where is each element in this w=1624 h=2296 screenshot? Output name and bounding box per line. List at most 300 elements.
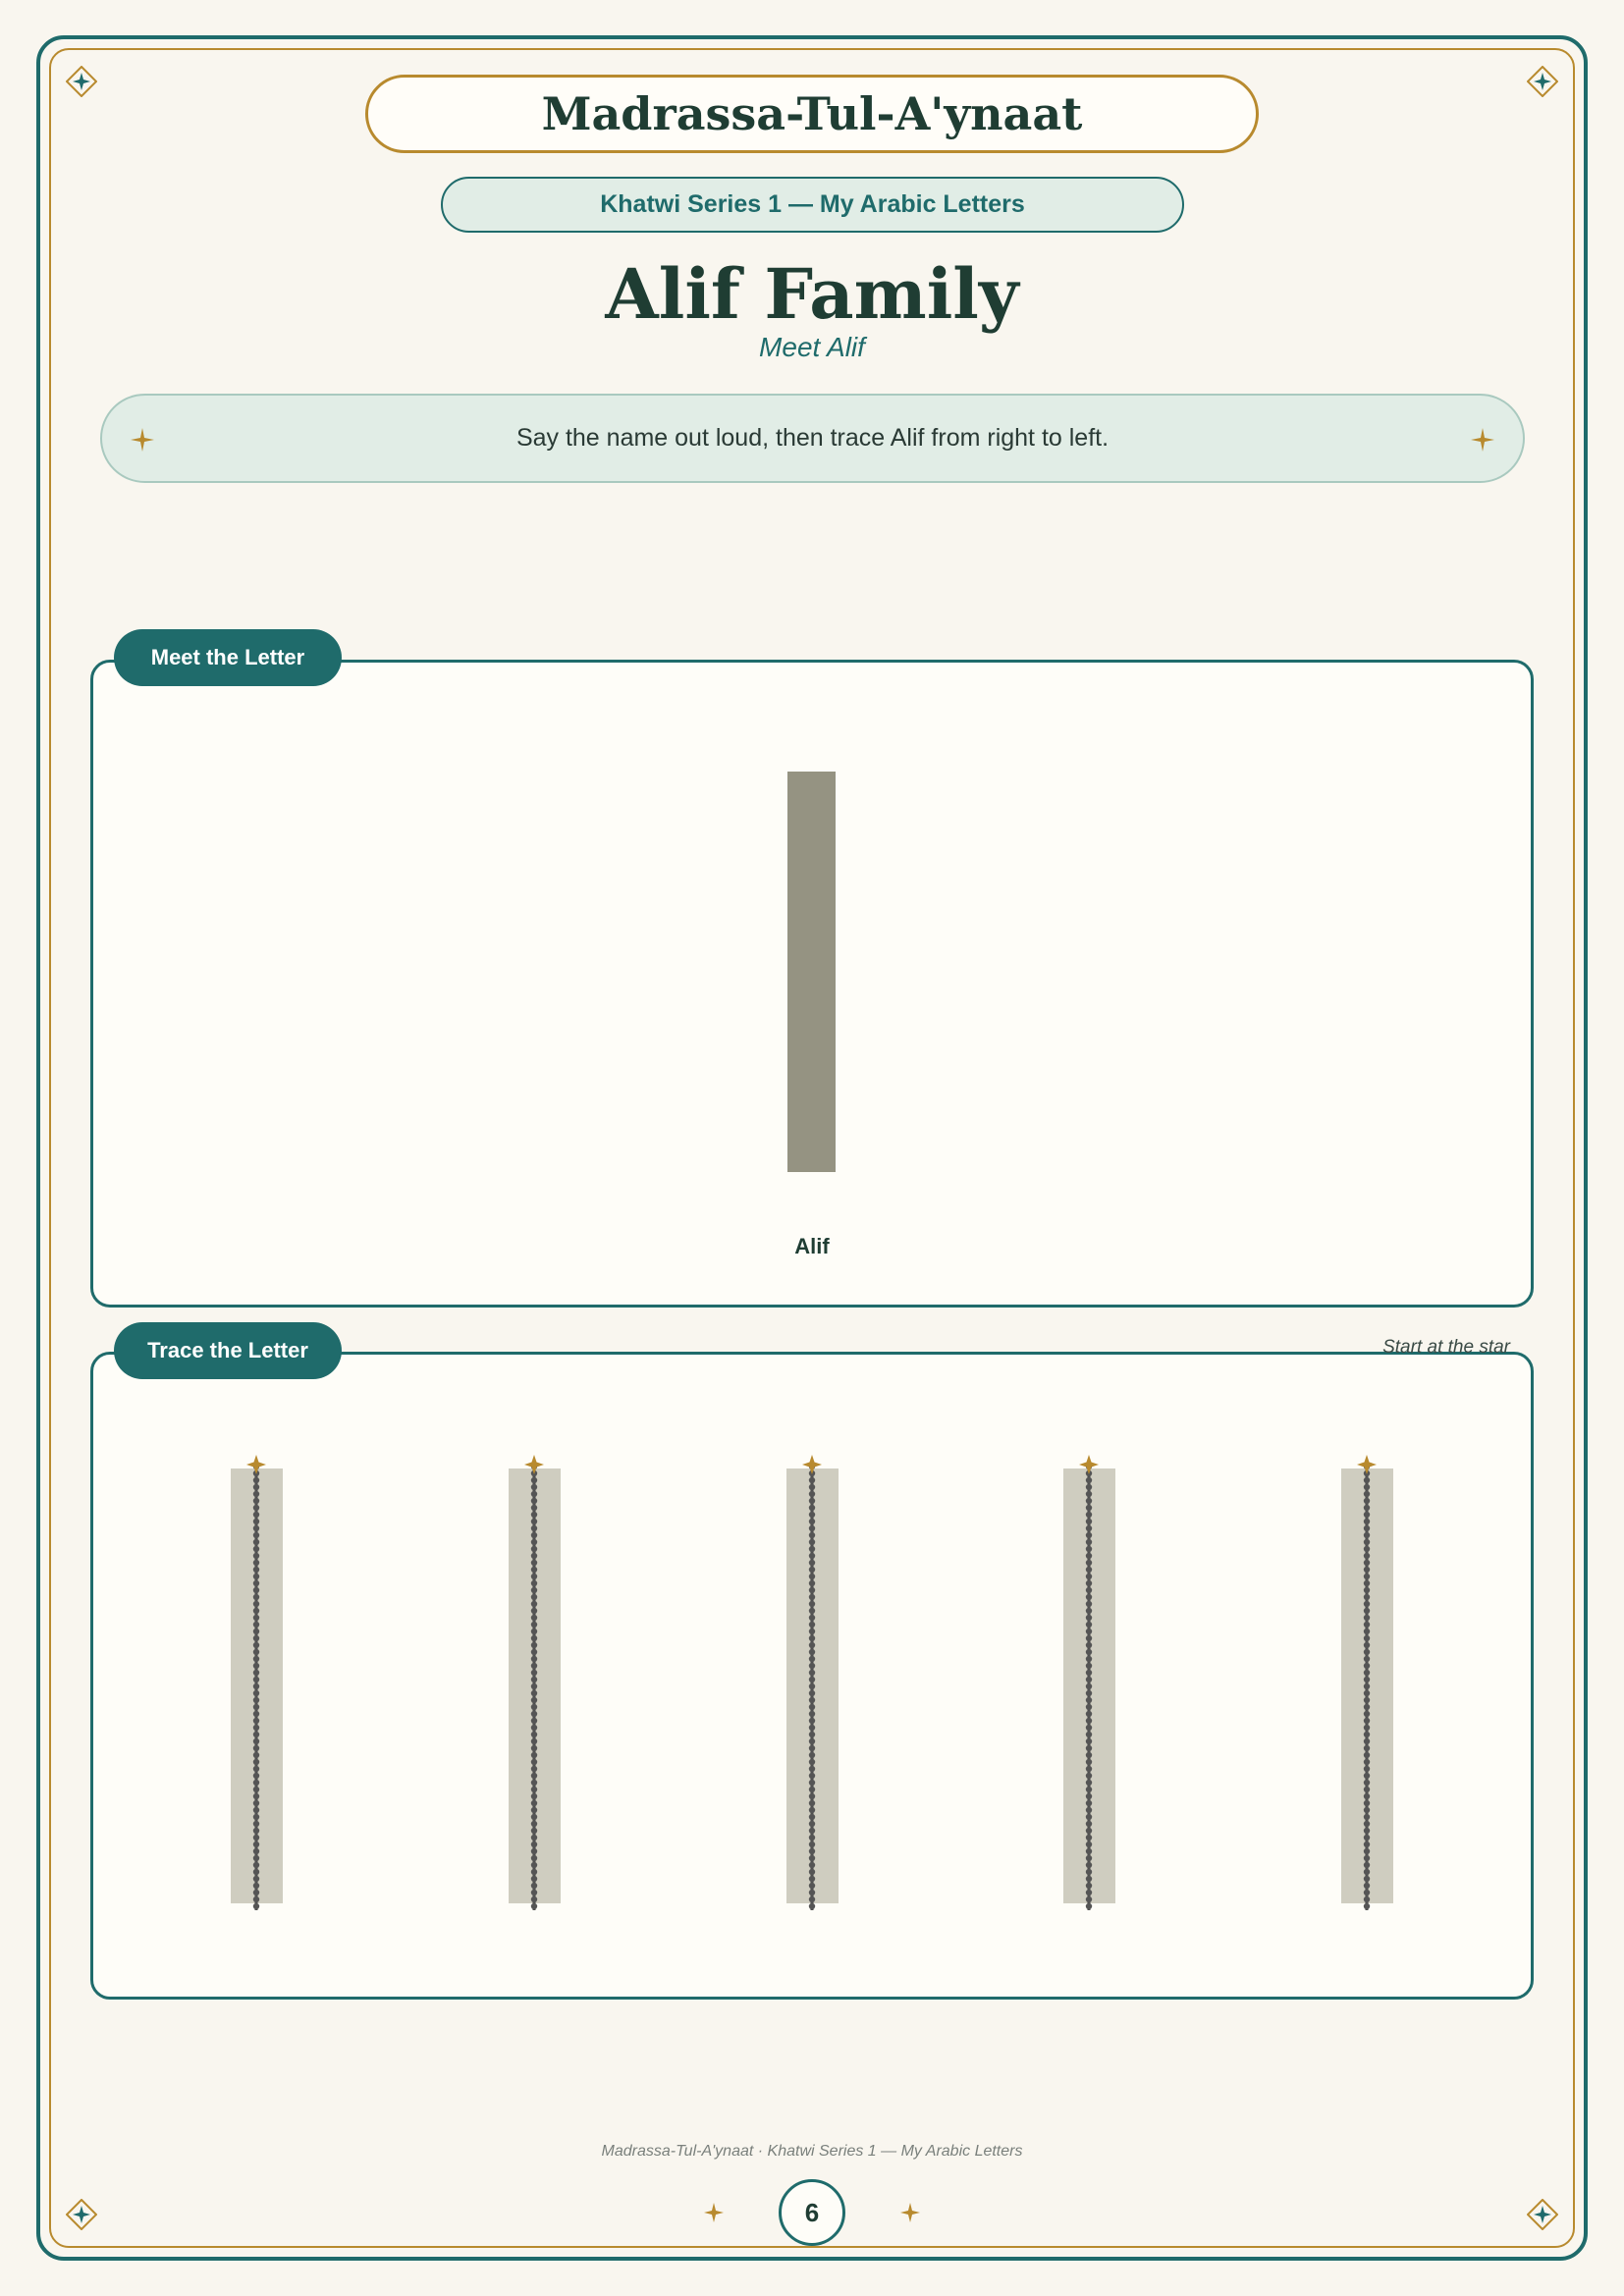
trace-dot bbox=[809, 1587, 815, 1593]
trace-dot bbox=[531, 1532, 537, 1538]
trace-dot bbox=[1086, 1567, 1092, 1573]
trace-dot bbox=[531, 1725, 537, 1731]
trace-dot bbox=[531, 1587, 537, 1593]
trace-dot bbox=[809, 1574, 815, 1579]
trace-dot bbox=[253, 1608, 259, 1614]
trace-dot bbox=[809, 1505, 815, 1511]
trace-dot bbox=[253, 1574, 259, 1579]
trace-dot bbox=[253, 1883, 259, 1889]
start-star-icon bbox=[524, 1455, 544, 1474]
trace-dot bbox=[1364, 1862, 1370, 1868]
trace-dot bbox=[809, 1842, 815, 1847]
trace-dot bbox=[531, 1793, 537, 1799]
meet-letter-tab: Meet the Letter bbox=[114, 629, 342, 686]
trace-dot bbox=[1086, 1519, 1092, 1524]
trace-dot bbox=[253, 1491, 259, 1497]
trace-dot bbox=[809, 1546, 815, 1552]
trace-dot bbox=[531, 1718, 537, 1724]
trace-dot bbox=[809, 1855, 815, 1861]
trace-dot bbox=[809, 1883, 815, 1889]
trace-dot bbox=[531, 1862, 537, 1868]
trace-dot bbox=[253, 1615, 259, 1621]
trace-dot bbox=[1086, 1759, 1092, 1765]
dotted-trace-line bbox=[783, 1453, 841, 1919]
trace-dot bbox=[809, 1745, 815, 1751]
trace-dot bbox=[1364, 1491, 1370, 1497]
trace-dot bbox=[1086, 1876, 1092, 1882]
trace-dot bbox=[1364, 1594, 1370, 1600]
corner-ornament-bottom-left-icon bbox=[66, 2199, 97, 2230]
trace-dot bbox=[253, 1821, 259, 1827]
trace-dot bbox=[809, 1814, 815, 1820]
trace-dot bbox=[1086, 1539, 1092, 1545]
trace-dot bbox=[253, 1848, 259, 1854]
trace-dot bbox=[1086, 1890, 1092, 1896]
trace-dot bbox=[531, 1780, 537, 1786]
trace-dot bbox=[1086, 1677, 1092, 1682]
trace-dot bbox=[1364, 1498, 1370, 1504]
trace-dot bbox=[1364, 1793, 1370, 1799]
trace-dot bbox=[1086, 1477, 1092, 1483]
trace-dot bbox=[1086, 1670, 1092, 1676]
trace-dot bbox=[531, 1484, 537, 1490]
trace-dot bbox=[253, 1546, 259, 1552]
trace-dot bbox=[1086, 1642, 1092, 1648]
trace-alif-5[interactable] bbox=[1337, 1453, 1396, 1919]
trace-dot bbox=[1364, 1759, 1370, 1765]
trace-dot bbox=[1086, 1574, 1092, 1579]
trace-dot bbox=[809, 1862, 815, 1868]
trace-dot bbox=[1364, 1539, 1370, 1545]
trace-alif-3[interactable] bbox=[783, 1453, 841, 1919]
trace-dot bbox=[531, 1890, 537, 1896]
trace-dot bbox=[253, 1855, 259, 1861]
trace-dot bbox=[531, 1759, 537, 1765]
trace-dot bbox=[1086, 1615, 1092, 1621]
trace-dot bbox=[1086, 1663, 1092, 1669]
trace-dot bbox=[1086, 1745, 1092, 1751]
trace-dot bbox=[531, 1580, 537, 1586]
trace-dot bbox=[1086, 1690, 1092, 1696]
trace-dot bbox=[253, 1725, 259, 1731]
trace-dot bbox=[809, 1608, 815, 1614]
trace-dot bbox=[1086, 1855, 1092, 1861]
corner-ornament-top-right-icon bbox=[1527, 66, 1558, 97]
trace-dot bbox=[253, 1896, 259, 1902]
trace-dot bbox=[253, 1525, 259, 1531]
trace-dot bbox=[253, 1553, 259, 1559]
trace-dot bbox=[531, 1677, 537, 1682]
trace-dot bbox=[1364, 1677, 1370, 1682]
trace-dot bbox=[253, 1519, 259, 1524]
trace-dot bbox=[1086, 1560, 1092, 1566]
trace-dot bbox=[253, 1862, 259, 1868]
trace-dot bbox=[1364, 1835, 1370, 1841]
trace-dot bbox=[253, 1903, 259, 1909]
trace-dot bbox=[1086, 1580, 1092, 1586]
trace-dot bbox=[253, 1629, 259, 1634]
trace-dot bbox=[1086, 1828, 1092, 1834]
trace-dot bbox=[1364, 1896, 1370, 1902]
trace-dot bbox=[809, 1732, 815, 1737]
trace-dot bbox=[531, 1745, 537, 1751]
trace-dot bbox=[531, 1642, 537, 1648]
trace-dot bbox=[253, 1587, 259, 1593]
trace-dot bbox=[1364, 1800, 1370, 1806]
trace-dot bbox=[1364, 1580, 1370, 1586]
trace-dot bbox=[1364, 1807, 1370, 1813]
trace-dot bbox=[253, 1560, 259, 1566]
trace-dot bbox=[1364, 1546, 1370, 1552]
trace-dot bbox=[1086, 1787, 1092, 1792]
trace-dot bbox=[1086, 1883, 1092, 1889]
trace-dot bbox=[253, 1800, 259, 1806]
trace-dot bbox=[1364, 1484, 1370, 1490]
trace-dot bbox=[809, 1793, 815, 1799]
trace-dot bbox=[1086, 1553, 1092, 1559]
trace-dot bbox=[1086, 1821, 1092, 1827]
trace-dot bbox=[809, 1780, 815, 1786]
trace-dot bbox=[253, 1759, 259, 1765]
trace-dot bbox=[253, 1635, 259, 1641]
school-name: Madrassa-Tul-A'ynaat bbox=[541, 87, 1083, 140]
trace-dot bbox=[809, 1766, 815, 1772]
trace-dot bbox=[1086, 1649, 1092, 1655]
trace-dot bbox=[531, 1615, 537, 1621]
trace-dot bbox=[253, 1732, 259, 1737]
footer-star-left-icon bbox=[703, 2202, 725, 2223]
trace-dot bbox=[253, 1649, 259, 1655]
trace-dot bbox=[531, 1649, 537, 1655]
trace-dot bbox=[1364, 1711, 1370, 1717]
trace-dot bbox=[253, 1690, 259, 1696]
trace-dot bbox=[531, 1828, 537, 1834]
trace-dot bbox=[253, 1814, 259, 1820]
trace-dot bbox=[1086, 1532, 1092, 1538]
trace-dot bbox=[1364, 1883, 1370, 1889]
trace-dot bbox=[1086, 1780, 1092, 1786]
trace-dot bbox=[531, 1842, 537, 1847]
trace-dot bbox=[531, 1766, 537, 1772]
trace-dot bbox=[253, 1601, 259, 1607]
trace-dot bbox=[809, 1718, 815, 1724]
trace-dot bbox=[253, 1512, 259, 1518]
trace-dot bbox=[1364, 1745, 1370, 1751]
trace-dot bbox=[1364, 1587, 1370, 1593]
trace-dot bbox=[1086, 1505, 1092, 1511]
trace-dot bbox=[253, 1869, 259, 1875]
trace-dot bbox=[809, 1835, 815, 1841]
trace-dot bbox=[809, 1622, 815, 1628]
trace-dot bbox=[809, 1532, 815, 1538]
trace-dot bbox=[1364, 1567, 1370, 1573]
start-star-icon bbox=[1357, 1455, 1377, 1474]
trace-dot bbox=[531, 1622, 537, 1628]
trace-dot bbox=[809, 1738, 815, 1744]
trace-dot bbox=[809, 1752, 815, 1758]
trace-dot bbox=[809, 1697, 815, 1703]
start-star-icon bbox=[802, 1455, 822, 1474]
trace-dot bbox=[1364, 1848, 1370, 1854]
trace-dot bbox=[809, 1491, 815, 1497]
trace-dot bbox=[253, 1752, 259, 1758]
trace-dot bbox=[809, 1670, 815, 1676]
trace-dot bbox=[809, 1553, 815, 1559]
trace-dot bbox=[531, 1738, 537, 1744]
trace-dot bbox=[1086, 1635, 1092, 1641]
trace-dot bbox=[531, 1711, 537, 1717]
trace-dot bbox=[531, 1670, 537, 1676]
trace-dot bbox=[531, 1656, 537, 1662]
trace-dot bbox=[1086, 1903, 1092, 1909]
trace-letter-tab: Trace the Letter bbox=[114, 1322, 342, 1379]
trace-dot bbox=[1086, 1587, 1092, 1593]
trace-dot bbox=[809, 1759, 815, 1765]
trace-dot bbox=[1364, 1718, 1370, 1724]
trace-dot bbox=[531, 1821, 537, 1827]
trace-dot bbox=[531, 1732, 537, 1737]
trace-dot bbox=[531, 1883, 537, 1889]
trace-dot bbox=[1364, 1752, 1370, 1758]
corner-ornament-top-left-icon bbox=[66, 66, 97, 97]
trace-dot bbox=[253, 1780, 259, 1786]
trace-dot bbox=[253, 1738, 259, 1744]
trace-dot bbox=[531, 1601, 537, 1607]
star-left-icon bbox=[130, 427, 155, 453]
trace-dot bbox=[809, 1711, 815, 1717]
trace-dot bbox=[1364, 1780, 1370, 1786]
trace-dot bbox=[1086, 1738, 1092, 1744]
trace-dot bbox=[531, 1835, 537, 1841]
trace-dot bbox=[1364, 1890, 1370, 1896]
trace-dot bbox=[531, 1787, 537, 1792]
trace-dot bbox=[1086, 1711, 1092, 1717]
trace-dot bbox=[809, 1594, 815, 1600]
trace-dot bbox=[1364, 1821, 1370, 1827]
trace-dot bbox=[1364, 1505, 1370, 1511]
series-name: Khatwi Series 1 — My Arabic Letters bbox=[600, 190, 1025, 218]
trace-dot bbox=[253, 1663, 259, 1669]
dotted-trace-line bbox=[505, 1453, 564, 1919]
trace-dot bbox=[809, 1821, 815, 1827]
trace-dot bbox=[809, 1787, 815, 1792]
trace-dot bbox=[1086, 1773, 1092, 1779]
trace-dot bbox=[809, 1828, 815, 1834]
trace-dot bbox=[1364, 1842, 1370, 1847]
trace-dot bbox=[1364, 1787, 1370, 1792]
trace-dot bbox=[531, 1683, 537, 1689]
trace-dot bbox=[253, 1567, 259, 1573]
trace-dot bbox=[809, 1903, 815, 1909]
trace-dot bbox=[1364, 1512, 1370, 1518]
start-star-icon bbox=[1079, 1455, 1099, 1474]
trace-dot bbox=[1086, 1525, 1092, 1531]
trace-dot bbox=[253, 1704, 259, 1710]
trace-dot bbox=[531, 1567, 537, 1573]
trace-dot bbox=[531, 1697, 537, 1703]
trace-dot bbox=[253, 1532, 259, 1538]
trace-alif-2[interactable] bbox=[505, 1453, 564, 1919]
trace-dot bbox=[253, 1773, 259, 1779]
trace-dot bbox=[253, 1718, 259, 1724]
trace-dot bbox=[809, 1539, 815, 1545]
trace-dot bbox=[1364, 1635, 1370, 1641]
alif-letter-shape bbox=[787, 772, 836, 1172]
trace-dot bbox=[253, 1697, 259, 1703]
trace-dot bbox=[1364, 1903, 1370, 1909]
trace-dot bbox=[809, 1725, 815, 1731]
trace-dot bbox=[809, 1629, 815, 1634]
trace-alif-1[interactable] bbox=[227, 1453, 286, 1919]
trace-dot bbox=[531, 1855, 537, 1861]
lesson-title: Alif Family bbox=[605, 253, 1019, 335]
trace-dot bbox=[1086, 1752, 1092, 1758]
trace-dot bbox=[1364, 1732, 1370, 1737]
trace-dot bbox=[1364, 1725, 1370, 1731]
footer-text: Madrassa-Tul-A'ynaat · Khatwi Series 1 — My Arabic Letters bbox=[601, 2143, 1023, 2160]
dotted-trace-line bbox=[1337, 1453, 1396, 1919]
trace-dot bbox=[809, 1512, 815, 1518]
trace-dot bbox=[1364, 1608, 1370, 1614]
trace-dot bbox=[809, 1683, 815, 1689]
trace-dot bbox=[1086, 1807, 1092, 1813]
footer-star-right-icon bbox=[899, 2202, 921, 2223]
letter-name-label: Alif bbox=[794, 1234, 830, 1258]
trace-dot bbox=[253, 1539, 259, 1545]
trace-dot bbox=[531, 1896, 537, 1902]
trace-dot bbox=[531, 1608, 537, 1614]
instruction-banner bbox=[100, 394, 1525, 483]
trace-dot bbox=[1364, 1773, 1370, 1779]
trace-dot bbox=[809, 1896, 815, 1902]
trace-dot bbox=[253, 1683, 259, 1689]
trace-dot bbox=[1086, 1697, 1092, 1703]
lesson-subtitle: Meet Alif bbox=[759, 332, 865, 362]
series-banner bbox=[441, 177, 1184, 233]
trace-dot bbox=[1086, 1766, 1092, 1772]
trace-dot bbox=[531, 1876, 537, 1882]
trace-alif-4[interactable] bbox=[1059, 1453, 1118, 1919]
trace-dot bbox=[809, 1848, 815, 1854]
trace-dot bbox=[253, 1622, 259, 1628]
trace-dot bbox=[531, 1690, 537, 1696]
trace-dot bbox=[809, 1704, 815, 1710]
trace-dot bbox=[809, 1800, 815, 1806]
trace-dot bbox=[253, 1828, 259, 1834]
star-right-icon bbox=[1470, 427, 1495, 453]
trace-dot bbox=[253, 1594, 259, 1600]
trace-dot bbox=[1364, 1519, 1370, 1524]
trace-dot bbox=[531, 1752, 537, 1758]
trace-dot bbox=[809, 1890, 815, 1896]
trace-dot bbox=[253, 1484, 259, 1490]
trace-dot bbox=[1086, 1842, 1092, 1847]
trace-dot bbox=[253, 1505, 259, 1511]
trace-dot bbox=[809, 1690, 815, 1696]
trace-dot bbox=[809, 1484, 815, 1490]
trace-dot bbox=[531, 1539, 537, 1545]
trace-dot bbox=[1086, 1546, 1092, 1552]
trace-dot bbox=[531, 1491, 537, 1497]
trace-dot bbox=[531, 1635, 537, 1641]
trace-dot bbox=[809, 1677, 815, 1682]
trace-dot bbox=[1364, 1560, 1370, 1566]
trace-dot bbox=[253, 1711, 259, 1717]
trace-dot bbox=[1364, 1601, 1370, 1607]
trace-dot bbox=[1086, 1498, 1092, 1504]
trace-dot bbox=[809, 1525, 815, 1531]
trace-dot bbox=[253, 1842, 259, 1847]
trace-dot bbox=[1364, 1704, 1370, 1710]
trace-dot bbox=[809, 1807, 815, 1813]
trace-dot bbox=[1086, 1800, 1092, 1806]
trace-dot bbox=[1364, 1663, 1370, 1669]
trace-dot bbox=[531, 1773, 537, 1779]
trace-dot bbox=[1364, 1876, 1370, 1882]
trace-dot bbox=[1364, 1697, 1370, 1703]
trace-dot bbox=[1364, 1649, 1370, 1655]
trace-dot bbox=[1086, 1704, 1092, 1710]
trace-dot bbox=[1364, 1656, 1370, 1662]
trace-dot bbox=[253, 1642, 259, 1648]
trace-dot bbox=[531, 1505, 537, 1511]
trace-dot bbox=[809, 1642, 815, 1648]
trace-dot bbox=[531, 1800, 537, 1806]
trace-dot bbox=[531, 1512, 537, 1518]
trace-dot bbox=[1364, 1525, 1370, 1531]
trace-dot bbox=[1364, 1766, 1370, 1772]
trace-dot bbox=[1086, 1629, 1092, 1634]
trace-dot bbox=[531, 1807, 537, 1813]
trace-dot bbox=[1364, 1683, 1370, 1689]
trace-dot bbox=[1364, 1477, 1370, 1483]
trace-dot bbox=[253, 1498, 259, 1504]
trace-dot bbox=[1086, 1683, 1092, 1689]
trace-dot bbox=[531, 1629, 537, 1634]
trace-dot bbox=[809, 1773, 815, 1779]
trace-dot bbox=[809, 1519, 815, 1524]
trace-dot bbox=[531, 1477, 537, 1483]
trace-dot bbox=[1086, 1896, 1092, 1902]
trace-dot bbox=[531, 1525, 537, 1531]
trace-dot bbox=[809, 1876, 815, 1882]
trace-dot bbox=[1364, 1738, 1370, 1744]
trace-dot bbox=[531, 1663, 537, 1669]
trace-dot bbox=[809, 1656, 815, 1662]
trace-dot bbox=[531, 1498, 537, 1504]
trace-dot bbox=[253, 1670, 259, 1676]
corner-ornament-bottom-right-icon bbox=[1527, 2199, 1558, 2230]
trace-dot bbox=[531, 1574, 537, 1579]
trace-dot bbox=[1086, 1491, 1092, 1497]
trace-dot bbox=[1364, 1642, 1370, 1648]
trace-dot bbox=[253, 1876, 259, 1882]
trace-dot bbox=[1086, 1484, 1092, 1490]
trace-dot bbox=[1086, 1732, 1092, 1737]
trace-dot bbox=[809, 1649, 815, 1655]
trace-dot bbox=[253, 1890, 259, 1896]
page-number: 6 bbox=[779, 2179, 845, 2246]
trace-dot bbox=[809, 1615, 815, 1621]
trace-dot bbox=[809, 1635, 815, 1641]
trace-dot bbox=[809, 1601, 815, 1607]
trace-dot bbox=[531, 1546, 537, 1552]
trace-dot bbox=[253, 1656, 259, 1662]
trace-dot bbox=[253, 1677, 259, 1682]
trace-dot bbox=[1086, 1512, 1092, 1518]
trace-dot bbox=[1364, 1690, 1370, 1696]
trace-dot bbox=[1364, 1869, 1370, 1875]
